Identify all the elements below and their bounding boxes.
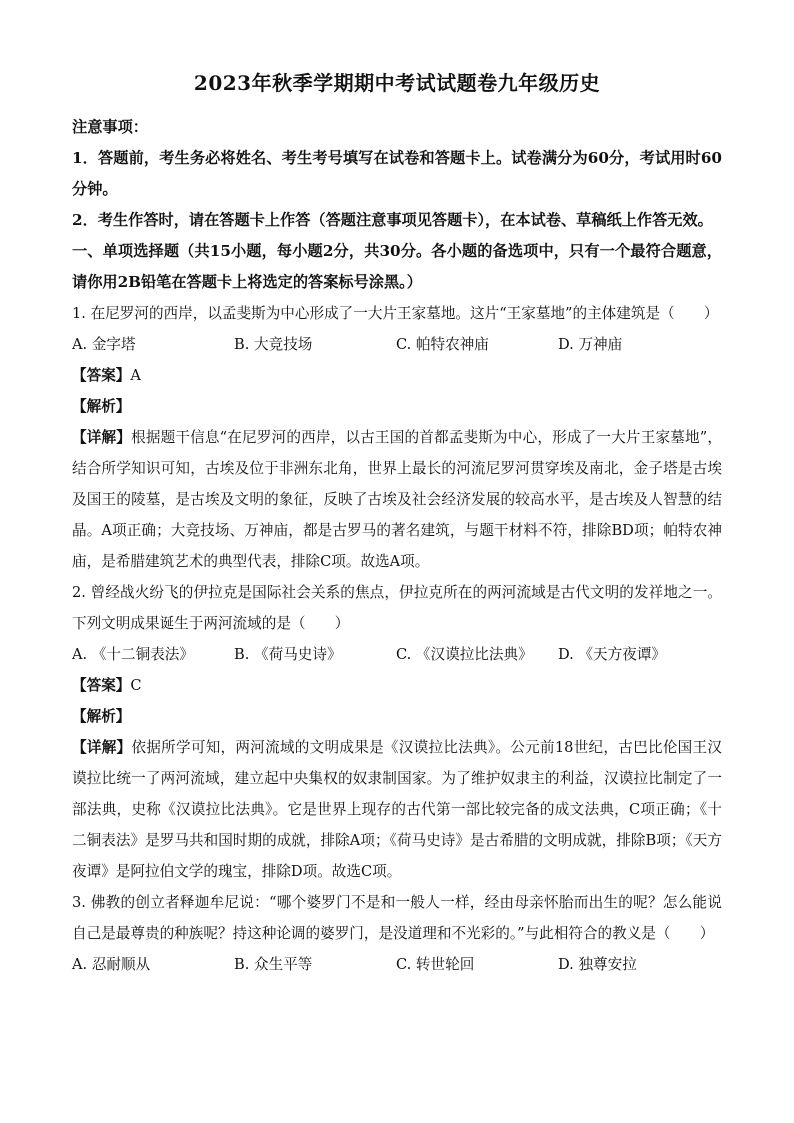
question-1-answer bbox=[72, 360, 722, 391]
question-2-answer bbox=[72, 670, 722, 701]
detail-text: 根据题干信息“在尼罗河的西岸，以古王国的首都孟斐斯为中心，形成了一大片王家墓地”，结合所学知识可知，古埃及位于非洲东北角，世界上最长的河流尼罗河贯穿埃及南北，金子塔是古埃及国王的陵墓，是古埃及文明的象征，反映了古埃及社会经济发展的较高水平，是古埃及人智慧的结晶。A项正确；大竞技场、万神庙，都是古罗马的著名建筑，与题干材料不符，排除BD项；帕特农神庙，是希腊建筑艺术的典型代表，排除C项。故选A项。 bbox=[72, 429, 722, 570]
exam-page bbox=[72, 68, 722, 980]
question-3-option-b: B. 众生平等 bbox=[234, 956, 313, 973]
question-2-option-b: B. 《荷马史诗》 bbox=[234, 646, 342, 663]
question-2-option-d: D. 《天方夜谭》 bbox=[558, 646, 667, 663]
analysis-label: 【解析】 bbox=[72, 708, 131, 725]
question-2-option-a: A. 《十二铜表法》 bbox=[72, 646, 194, 663]
question-1-option-b: B. 大竞技场 bbox=[234, 336, 313, 353]
question-2-detail bbox=[72, 732, 722, 887]
answer-label: 【答案】 bbox=[72, 677, 131, 694]
question-1-option-d: D. 万神庙 bbox=[558, 336, 623, 353]
question-1-stem: 1. 在尼罗河的西岸，以孟斐斯为中心形成了一大片王家墓地。这片“王家墓地”的主体建筑是（ ） bbox=[72, 305, 719, 322]
question-3-option-c: C. 转世轮回 bbox=[396, 956, 475, 973]
answer-value: C bbox=[130, 677, 142, 694]
question-2-option-c: C. 《汉谟拉比法典》 bbox=[396, 646, 533, 663]
question-2-analysis bbox=[72, 701, 722, 732]
question-3-option-a: A. 忍耐顺从 bbox=[72, 956, 151, 973]
notice-2: 2．考生作答时，请在答题卡上作答（答题注意事项见答题卡），在本试卷、草稿纸上作答无效。 bbox=[72, 211, 713, 229]
question-1-option-c: C. 帕特农神庙 bbox=[396, 336, 489, 353]
answer-value: A bbox=[130, 367, 141, 384]
question-2-options bbox=[72, 639, 722, 670]
question-1-option-a: A. 金字塔 bbox=[72, 336, 136, 353]
question-1-detail bbox=[72, 422, 722, 577]
question-3-options bbox=[72, 949, 722, 980]
detail-text: 依据所学可知，两河流域的文明成果是《汉谟拉比法典》。公元前18世纪，古巴比伦国王汉谟拉比统一了两河流域，建立起中央集权的奴隶制国家。为了维护奴隶主的利益，汉谟拉比制定了一部法典，史称《汉谟拉比法典》。它是世界上现存的古代第一部比较完备的成文法典，C项正确；《十二铜表法》是罗马共和国时期的成就，排除A项；《荷马史诗》是古希腊的文明成就，排除B项；《天方夜谭》是阿拉伯文学的瑰宝，排除D项。故选C项。 bbox=[72, 739, 722, 880]
detail-label: 【详解】 bbox=[72, 739, 132, 756]
answer-label: 【答案】 bbox=[72, 367, 131, 384]
question-3-option-d: D. 独尊安拉 bbox=[558, 956, 637, 973]
question-2-stem: 2. 曾经战火纷飞的伊拉克是国际社会关系的焦点，伊拉克所在的两河流域是古代文明的发祥地之一。下列文明成果诞生于两河流域的是（ ） bbox=[72, 584, 722, 632]
analysis-label: 【解析】 bbox=[72, 398, 131, 415]
section-heading: 一、单项选择题（共15小题，每小题2分，共30分。各小题的备选项中，只有一个最符合题意，请你用2B铅笔在答题卡上将选定的答案标号涂黑。） bbox=[72, 242, 722, 291]
question-3-stem: 3. 佛教的创立者释迦牟尼说：“哪个婆罗门不是和一般人一样，经由母亲怀胎而出生的呢？怎么能说自己是最尊贵的种族呢？持这种论调的婆罗门，是没道理和不光彩的。”与此相符合的教义是（ ） bbox=[72, 894, 722, 942]
question-1-options bbox=[72, 329, 722, 360]
notice-1: 1．答题前，考生务必将姓名、考生考号填写在试卷和答题卡上。试卷满分为60分，考试用时60分钟。 bbox=[72, 149, 722, 198]
notice-heading: 注意事项： bbox=[72, 118, 148, 136]
exam-title: 2023年秋季学期期中考试试题卷九年级历史 bbox=[193, 71, 601, 95]
question-1-analysis bbox=[72, 391, 722, 422]
detail-label: 【详解】 bbox=[72, 429, 132, 446]
